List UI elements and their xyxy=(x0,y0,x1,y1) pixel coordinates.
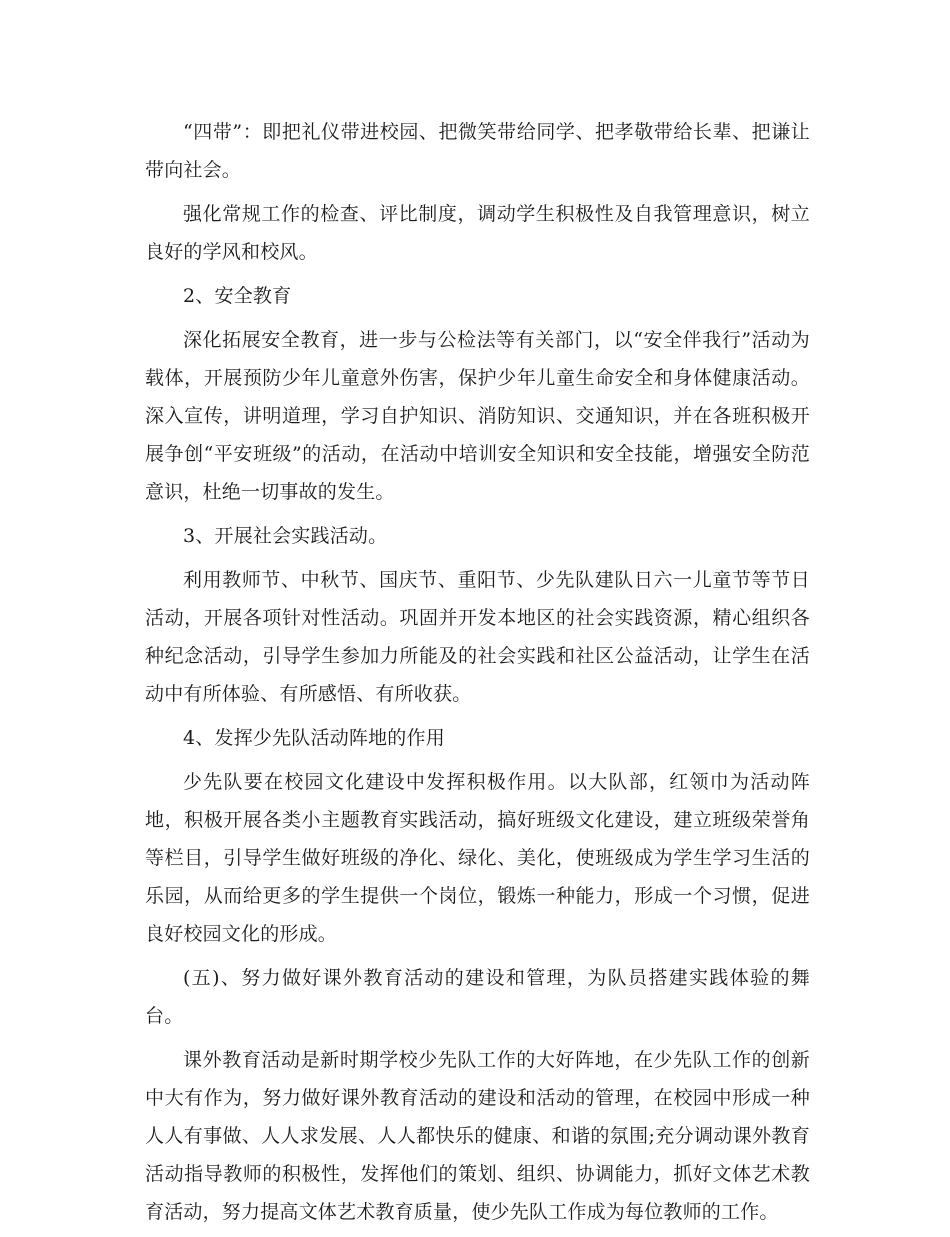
heading-social-practice: 3、开展社会实践活动。 xyxy=(183,525,388,547)
paragraph-pioneer-base: 少先队要在校园文化建设中发挥积极作用。以大队部，红领巾为活动阵地，积极开展各类小主题教育实践活动，搞好班级文化建设，建立班级荣誉角等栏目，引导学生做好班级的净化、绿化、美化，使班级成为学生学习生活的乐园，从而给更多的学生提供一个岗位，锻炼一种能力，形成一个习惯，促进良好校园文化的形成。 xyxy=(145,771,810,945)
paragraph-four-bands: “四带”：即把礼仪带进校园、把微笑带给同学、把孝敬带给长辈、把谦让带向社会。 xyxy=(145,121,810,181)
paragraph-routine-inspection: 强化常规工作的检查、评比制度，调动学生积极性及自我管理意识，树立良好的学风和校风。 xyxy=(145,203,810,263)
heading-safety-education: 2、安全教育 xyxy=(183,285,292,307)
heading-pioneer-base: 4、发挥少先队活动阵地的作用 xyxy=(183,727,445,749)
paragraph-extracurricular: 课外教育活动是新时期学校少先队工作的大好阵地，在少先队工作的创新中大有作为，努力做好课外教育活动的建设和活动的管理，在校园中形成一种人人有事做、人人求发展、人人都快乐的健康、和谐的氛围;充分调动课外教育活动指导教师的积极性，发挥他们的策划、组织、协调能力，抓好文体艺术教育活动，努力提高文体艺术教育质量，使少先队工作成为每位教师的工作。 xyxy=(145,1049,810,1223)
document-body xyxy=(145,113,810,1237)
paragraph-safety-education: 深化拓展安全教育，进一步与公检法等有关部门，以“安全伴我行”活动为载体，开展预防少年儿童意外伤害，保护少年儿童生命安全和身体健康活动。深入宣传，讲明道理，学习自护知识、消防知识、交通知识，并在各班积极开展争创“平安班级”的活动，在活动中培训安全知识和安全技能，增强安全防范意识，杜绝一切事故的发生。 xyxy=(145,329,810,503)
heading-extracurricular: (五)、努力做好课外教育活动的建设和管理，为队员搭建实践体验的舞台。 xyxy=(145,967,810,1027)
paragraph-social-practice: 利用教师节、中秋节、国庆节、重阳节、少先队建队日六一儿童节等节日活动，开展各项针对性活动。巩固并开发本地区的社会实践资源，精心组织各种纪念活动，引导学生参加力所能及的社会实践和社区公益活动，让学生在活动中有所体验、有所感悟、有所收获。 xyxy=(145,569,810,705)
